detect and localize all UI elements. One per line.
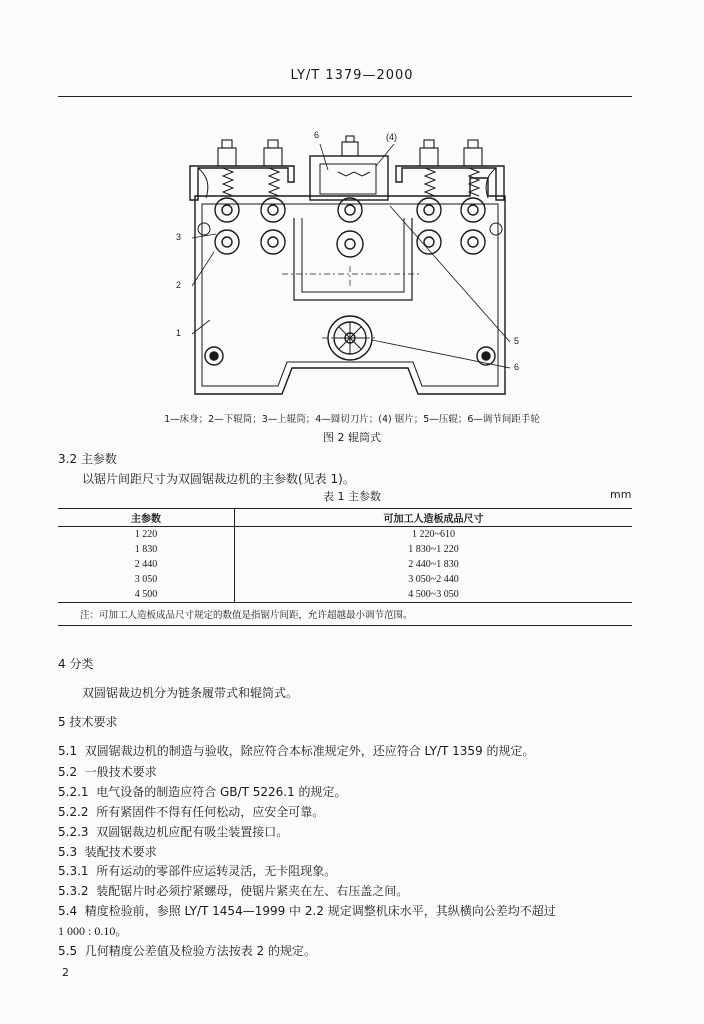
callout-3: 3 — [176, 232, 182, 242]
clause-number: 5.3.2 — [58, 884, 89, 898]
section-4-heading: 4 分类 — [58, 657, 94, 671]
clause-text: 电气设备的制造应符合 GB/T 5226.1 的规定。 — [96, 785, 347, 799]
table-row — [58, 542, 632, 557]
clause-number: 5.2.3 — [58, 825, 89, 839]
table-note-row — [58, 603, 632, 626]
clause-5-3-1 — [58, 862, 336, 879]
clause-text: 装配锯片时必须拧紧螺母，使锯片紧夹在左、右压盖之间。 — [96, 884, 409, 898]
cell-size: 1 220~610 — [412, 529, 455, 540]
cell-parameter: 4 500 — [58, 587, 235, 603]
cell-size: 4 500~3 050 — [408, 589, 459, 600]
clause-5-2 — [58, 763, 157, 780]
callout-6-top: 6 — [314, 130, 320, 140]
header-main-parameter: 主参数 — [58, 509, 235, 527]
section-5-heading: 5 技术要求 — [58, 715, 118, 729]
cell-size: 1 830~1 220 — [408, 544, 459, 555]
clause-number: 5.2 — [58, 765, 78, 779]
table1-title: 表 1 主参数 — [323, 490, 381, 503]
cell-parameter: 1 830 — [58, 542, 235, 557]
table-row — [58, 572, 632, 587]
figure-caption: 图 2 辊筒式 — [323, 431, 381, 444]
clause-5-3 — [58, 843, 157, 860]
parameter-table — [58, 508, 632, 626]
clause-number: 5.2.2 — [58, 805, 89, 819]
clause-text: 几何精度公差值及检验方法按表 2 的规定。 — [84, 944, 316, 958]
clause-number: 5.3.1 — [58, 864, 89, 878]
cell-size: 2 440~1 830 — [408, 559, 459, 570]
callout-5: 5 — [514, 336, 520, 346]
cell-parameter: 3 050 — [58, 572, 235, 587]
clause-number: 5.5 — [58, 944, 78, 958]
springs — [223, 168, 479, 196]
header-rule — [58, 96, 632, 97]
clause-5-4-continuation: 1 000 : 0.10。 — [58, 924, 128, 938]
clause-number: 5.3 — [58, 845, 78, 859]
clause-5-2-3 — [58, 823, 288, 840]
section-4-text: 双圆锯裁边机分为链条履带式和辊筒式。 — [82, 686, 299, 700]
clause-5-2-2 — [58, 803, 324, 820]
callout-1: 1 — [176, 328, 182, 338]
upper-rollers — [215, 198, 485, 222]
section-3-2-heading: 3.2 主参数 — [58, 452, 117, 466]
bolt-studs — [218, 136, 482, 166]
table-row — [58, 557, 632, 572]
header-finished-size: 可加工人造板成品尺寸 — [235, 509, 633, 527]
cell-parameter: 2 440 — [58, 557, 235, 572]
clause-text: 装配技术要求 — [84, 845, 157, 859]
clause-number: 5.2.1 — [58, 785, 89, 799]
clause-text: 一般技术要求 — [84, 765, 157, 779]
left-housing — [190, 166, 294, 200]
clause-5-3-2 — [58, 882, 408, 899]
running-header: LY/T 1379—2000 — [290, 68, 414, 83]
table-row — [58, 527, 632, 543]
roller-machine-figure — [170, 126, 540, 406]
clause-5-5 — [58, 942, 316, 959]
page-number: 2 — [62, 966, 69, 979]
clause-text: 双圆锯裁边机应配有吸尘装置接口。 — [96, 825, 289, 839]
clause-text: 所有紧固件不得有任何松动，应安全可靠。 — [96, 805, 325, 819]
table-note: 注：可加工人造板成品尺寸规定的数值是指锯片间距，允许超越最小调节范围。 — [58, 603, 632, 626]
center-channel — [294, 218, 412, 300]
clause-text: 所有运动的零部件应运转灵活，无卡阻现象。 — [96, 864, 337, 878]
section-3-2-text: 以锯片间距尺寸为双圆锯裁边机的主参数(见表 1)。 — [82, 472, 355, 486]
clause-5-4 — [58, 902, 556, 919]
table-row — [58, 587, 632, 603]
lower-rollers — [215, 230, 485, 257]
table-header-row — [58, 509, 632, 527]
table1-unit: mm — [610, 488, 632, 501]
cell-size: 3 050~2 440 — [408, 574, 459, 585]
callout-2: 2 — [176, 280, 182, 290]
cell-parameter: 1 220 — [58, 527, 235, 543]
clause-5-2-1 — [58, 783, 347, 800]
clause-5-1 — [58, 742, 535, 759]
callout-4-paren: (4) — [386, 132, 397, 142]
callout-6: 6 — [514, 362, 520, 372]
clause-text: 双圆锯裁边机的制造与验收，除应符合本标准规定外，还应符合 LY/T 1359 的规定。 — [84, 744, 535, 758]
clause-number: 5.1 — [58, 744, 78, 758]
clause-number: 5.4 — [58, 904, 78, 918]
figure-legend: 1—床身；2—下辊筒；3—上辊筒；4—圆切刀片；(4) 锯片；5—压辊；6—调节间距手轮 — [164, 414, 540, 425]
clause-text: 精度检验前，参照 LY/T 1454—1999 中 2.2 规定调整机床水平，其纵横向公差均不超过 — [84, 904, 556, 918]
